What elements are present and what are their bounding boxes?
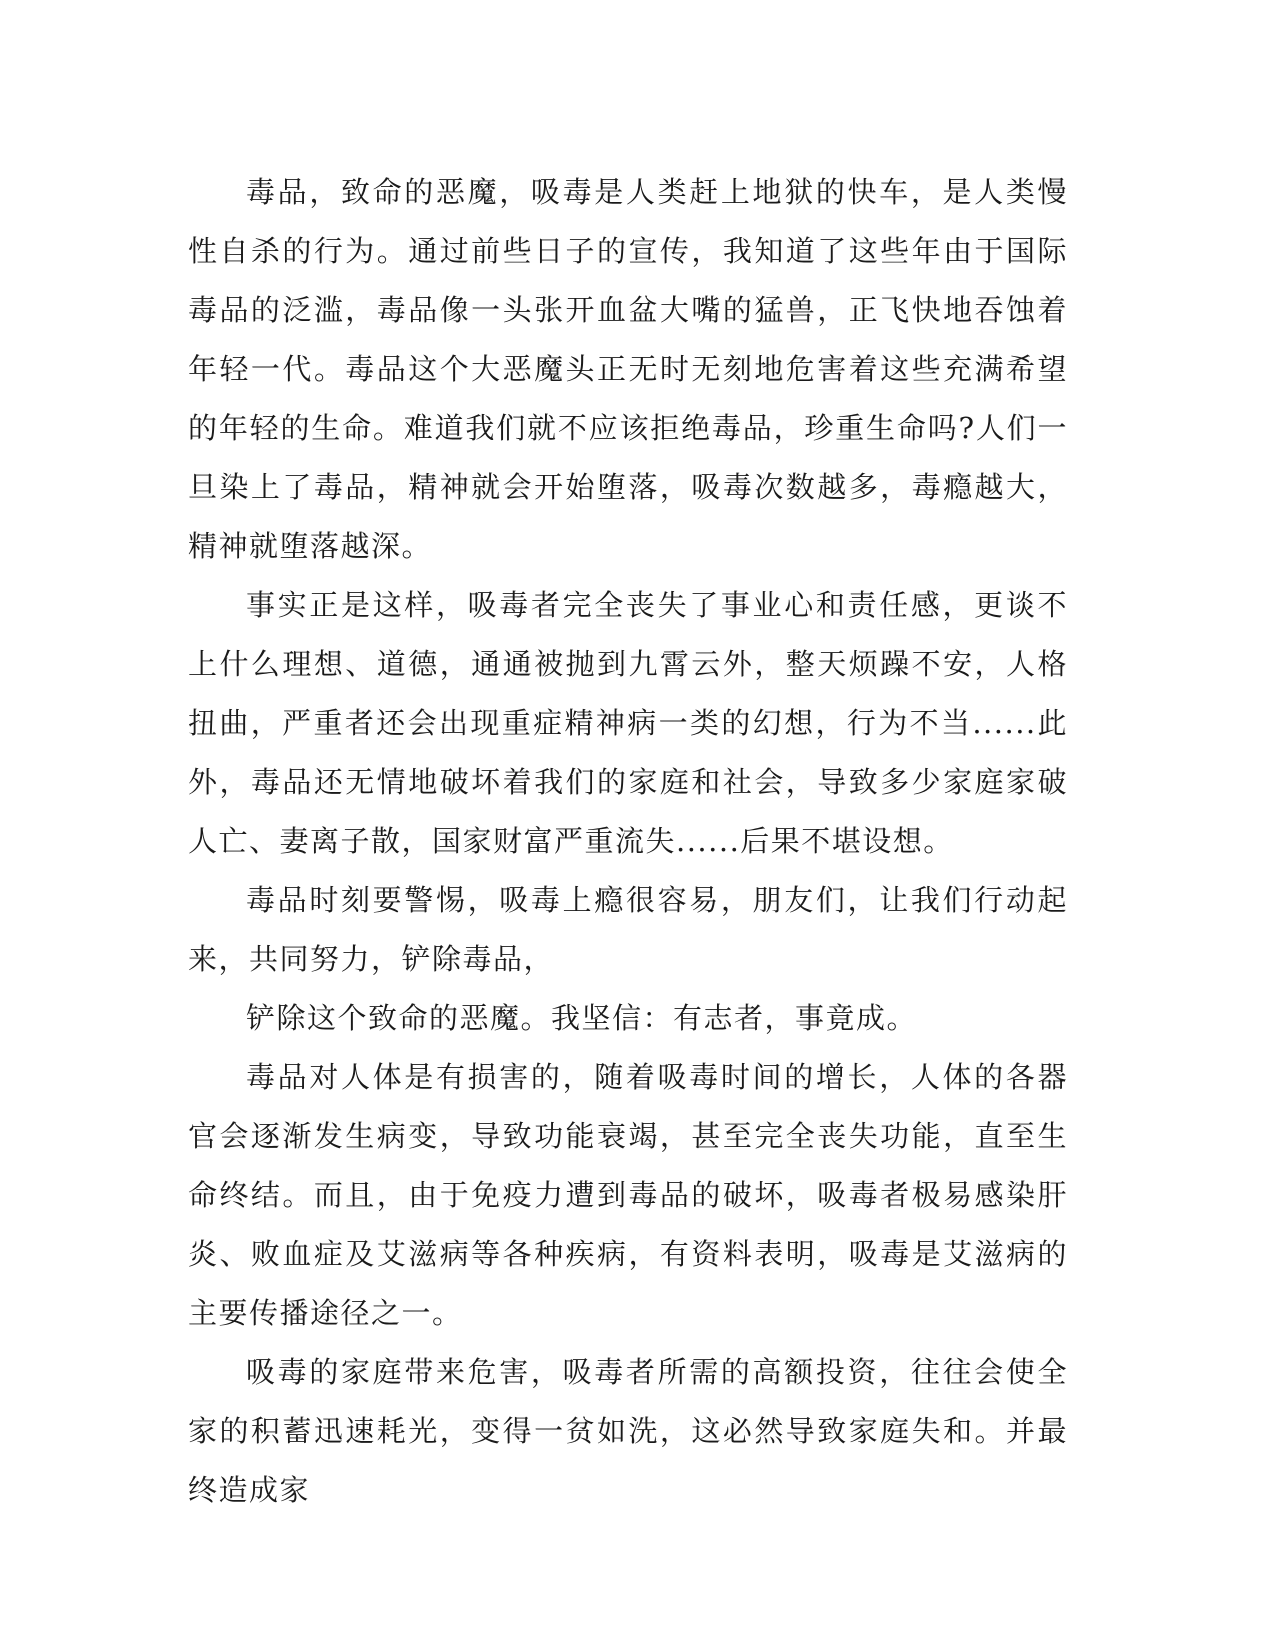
paragraph-2: 事实正是这样，吸毒者完全丧失了事业心和责任感，更谈不上什么理想、道德，通通被抛到九霄云外，整天烦躁不安，人格扭曲，严重者还会出现重症精神病一类的幻想，行为不当......此外，毒品还无情地破坏着我们的家庭和社会，导致多少家庭家破人亡、妻离子散，国家财富严重流失......后果不堪设想。	[188, 588, 1068, 858]
paragraph-6: 吸毒的家庭带来危害，吸毒者所需的高额投资，往往会使全家的积蓄迅速耗光，变得一贫如洗，这必然导致家庭失和。并最终造成家	[188, 1355, 1068, 1507]
document-body	[188, 163, 1068, 1520]
paragraph-1: 毒品，致命的恶魔，吸毒是人类赶上地狱的快车，是人类慢性自杀的行为。通过前些日子的宣传，我知道了这些年由于国际毒品的泛滥，毒品像一头张开血盆大嘴的猛兽，正飞快地吞蚀着年轻一代。毒品这个大恶魔头正无时无刻地危害着这些充满希望的年轻的生命。难道我们就不应该拒绝毒品，珍重生命吗?人们一旦染上了毒品，精神就会开始堕落，吸毒次数越多，毒瘾越大，精神就堕落越深。	[188, 175, 1068, 563]
paragraph-3: 毒品时刻要警惕，吸毒上瘾很容易，朋友们，让我们行动起来，共同努力，铲除毒品，	[188, 883, 1068, 976]
paragraph-4: 铲除这个致命的恶魔。我坚信：有志者，事竟成。	[246, 1001, 918, 1035]
paragraph-5: 毒品对人体是有损害的，随着吸毒时间的增长，人体的各器官会逐渐发生病变，导致功能衰竭，甚至完全丧失功能，直至生命终结。而且，由于免疫力遭到毒品的破坏，吸毒者极易感染肝炎、败血症及艾滋病等各种疾病，有资料表明，吸毒是艾滋病的主要传播途径之一。	[188, 1060, 1068, 1330]
